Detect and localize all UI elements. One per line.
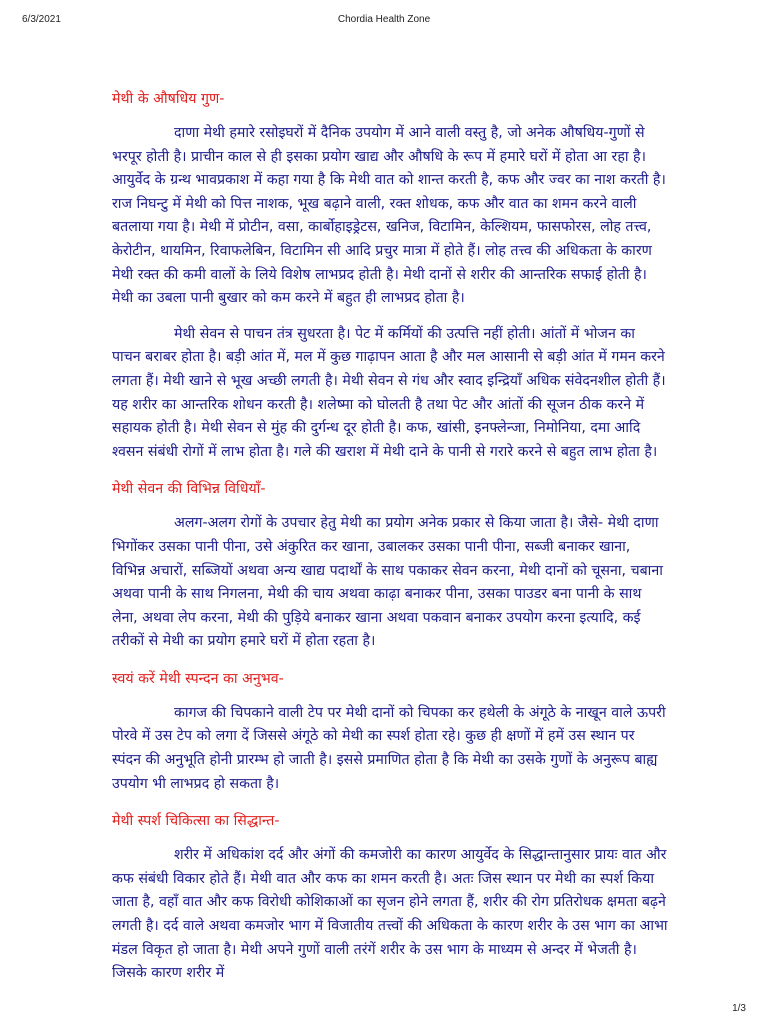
paragraph-usage-methods: अलग-अलग रोगों के उपचार हेतु मेथी का प्रयोग अनेक प्रकार से किया जाता है। जैसे- मेथी दाणा भिगोंकर उसका पानी पीना, उसे अंकुरित कर खाना, उबालकर उसका पानी पीना, सब्जी बनाकर खाना, विभिन्न अचारों, सब्जियों अथवा अन्य खाद्य पदार्थों के साथ पकाकर सेवन करना, मेथी दानों को चूसना, चबाना अथवा पानी के साथ निगलना, मेथी की चाय अथवा काढ़ा बनाकर पीना, उसका पाउडर बना पानी के साथ लेना, अथवा लेप करना, मेथी की पुड़िये बनाकर खाना अथवा पकवान बनाकर उपयोग करना इत्यादि, कई तरीकों से मेथी का प्रयोग हमारे घरों में होता रहता है।	[112, 515, 663, 650]
section-heading-touch-therapy-principle: मेथी स्पर्श चिकित्सा का सिद्धान्त-	[112, 813, 280, 830]
print-date: 6/3/2021	[22, 14, 61, 25]
article-body	[112, 86, 668, 998]
paragraph-medicinal-properties-1: दाणा मेथी हमारे रसोइघरों में दैनिक उपयोग में आने वाली वस्तु है, जो अनेक औषधिय-गुणों से भरपूर होती है। प्राचीन काल से ही इसका प्रयोग खाद्य और औषधि के रूप में हमारे घरों में होता आ रहा है। आयुर्वेद के ग्रन्थ भावप्रकाश में कहा गया है कि मेथी वात को शान्त करती है, कफ और ज्वर का नाश करती है। राज निघन्टु में मेथी को पित्त नाशक, भूख बढ़ाने वाली, रक्त शोधक, कफ और वात का शमन करने वाली बतलाया गया है। मेथी में प्रोटीन, वसा, कार्बोहाइड्रेटस, खनिज, विटामिन, केल्शियम, फासफोरस, लोह तत्त्व, केरोटीन, थायमिन, रिवाफलेबिन, विटामिन सी आदि प्रचुर मात्रा में होते हैं। लोह तत्त्व की अधिकता के कारण मेथी रक्त की कमी वालों के लिये विशेष लाभप्रद होती है। मेथी दानों से शरीर की आन्तरिक सफाई होती है। मेथी का उबला पानी बुखार को कम करने में बहुत ही लाभप्रद होता है।	[112, 125, 666, 307]
section-heading-self-experience: स्वयं करें मेथी स्पन्दन का अनुभव-	[112, 670, 284, 687]
paragraph-touch-therapy-principle: शरीर में अधिकांश दर्द और अंगों की कमजोरी का कारण आयुर्वेद के सिद्धान्तानुसार प्रायः वात और कफ संबंधी विकार होते हैं। मेथी वात और कफ का शमन करती है। अतः जिस स्थान पर मेथी का स्पर्श किया जाता है, वहाँ वात और कफ विरोधी कोशिकाओं का सृजन होने लगता हैं, शरीर की रोग प्रतिरोधक क्षमता बढ़ने लगती है। दर्द वाले अथवा कमजोर भाग में विजातीय तत्त्वों की अधिकता के कारण शरीर के उस भाग का आभा मंडल विकृत हो जाता है। मेथी अपने गुणों वाली तरंगें शरीर के उस भाग के माध्यम से अन्दर में भेजती है। जिसके कारण शरीर में	[112, 847, 668, 982]
section-heading-usage-methods: मेथी सेवन की विभिन्न विधियाँ-	[112, 481, 266, 498]
paragraph-medicinal-properties-2: मेथी सेवन से पाचन तंत्र सुधरता है। पेट में कर्मियों की उत्पत्ति नहीं होती। आंतों में भोजन का पाचन बराबर होता है। बड़ी आंत में, मल में कुछ गाढ़ापन आता है और मल आसानी से बड़ी आंत में गमन करने लगता हैं। मेथी खाने से भूख अच्छी लगती है। मेथी सेवन से गंध और स्वाद इन्द्रियाँ अधिक संवेदनशील होती हैं। यह शरीर का आन्तरिक शोधन करती है। शलेष्मा को घोलती है तथा पेट और आंतों की सूजन ठीक करने में सहायक होती है। मेथी सेवन से मुंह की दुर्गन्ध दूर होती है। कफ, खांसी, इनफ्लेन्जा, निमोनिया, दमा आदि श्वसन संबंधी रोगों में लाभ होता है। गले की खराश में मेथी दाने के पानी से गरारे करने से बहुत लाभ होता है।	[112, 325, 666, 460]
section-heading-medicinal-properties: मेथी के औषधिय गुण-	[112, 91, 225, 107]
print-header	[0, 14, 768, 30]
page-number: 1/3	[732, 1003, 746, 1014]
site-title: Chordia Health Zone	[337, 14, 431, 25]
paragraph-self-experience: कागज की चिपकाने वाली टेप पर मेथी दानों को चिपका कर हथेली के अंगूठे के नाखून वाले ऊपरी पोरवे में उस टेप को लगा दें जिससे अंगूठे को मेथी का स्पर्श होता रहे। कुछ ही क्षणों में हमें उस स्थान पर स्पंदन की अनुभूति होनी प्रारम्भ हो जाती है। इससे प्रमाणित होता है कि मेथी का उसके गुणों के अनुरूप बाह्य उपयोग भी लाभप्रद हो सकता है।	[112, 704, 666, 792]
